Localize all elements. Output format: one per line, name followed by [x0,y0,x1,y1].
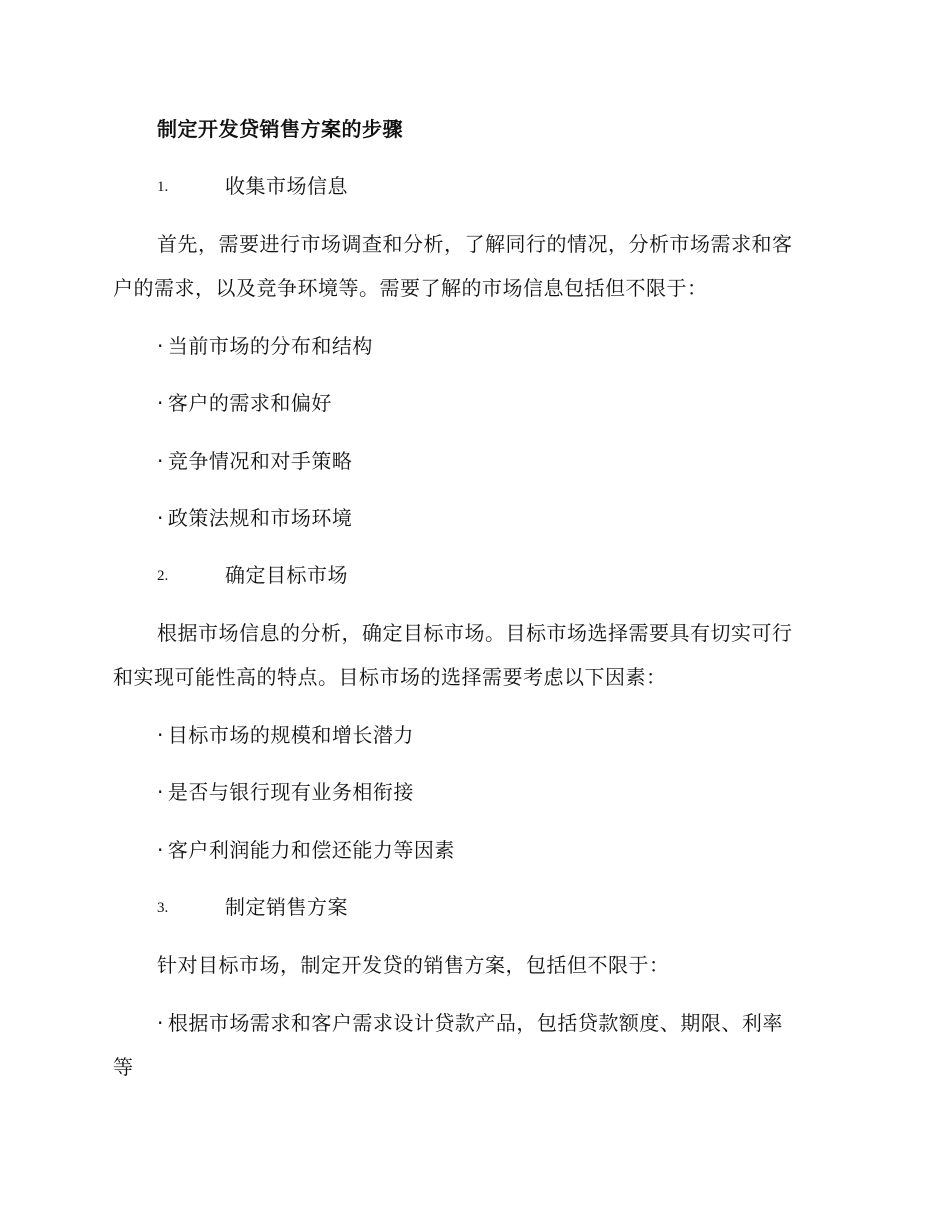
section-3-paragraph-line-1: 针对目标市场，制定开发贷的销售方案，包括但不限于： [157,953,670,977]
section-3-bullet-1-line-2: 等 [113,1055,134,1079]
bullet-dot-icon: · [157,1011,164,1035]
bullet-text: 客户的需求和偏好 [167,391,332,415]
bullet-dot-icon: · [157,449,164,473]
section-2-bullet-1 [157,723,414,747]
bullet-text: 客户利润能力和偿还能力等因素 [167,838,455,862]
section-3-bullet-1-line-1 [157,1011,783,1035]
bullet-dot-icon: · [157,838,164,862]
document-title: 制定开发贷销售方案的步骤 [157,117,403,141]
section-2-bullet-3 [157,838,455,862]
bullet-dot-icon: · [157,506,164,530]
section-1-bullet-3 [157,449,352,473]
bullet-text: 竞争情况和对手策略 [167,449,353,473]
section-1-paragraph-line-2: 户的需求，以及竞争环境等。需要了解的市场信息包括但不限于： [113,276,708,300]
section-3-heading: 制定销售方案 [225,895,348,919]
section-1-bullet-2 [157,391,332,415]
section-3-number: 3. [157,900,169,916]
bullet-text: 政策法规和市场环境 [167,506,353,530]
section-2-number: 2. [157,568,169,584]
section-1-heading: 收集市场信息 [225,174,348,198]
section-2-paragraph-line-2: 和实现可能性高的特点。目标市场的选择需要考虑以下因素： [113,665,667,689]
bullet-dot-icon: · [157,780,164,804]
section-1-bullet-4 [157,506,352,530]
bullet-dot-icon: · [157,391,164,415]
section-2-heading: 确定目标市场 [225,563,348,587]
bullet-text: 当前市场的分布和结构 [167,334,373,358]
bullet-text: 根据市场需求和客户需求设计贷款产品，包括贷款额度、期限、利率 [167,1011,783,1035]
section-1-number: 1. [157,179,169,195]
bullet-dot-icon: · [157,723,164,747]
bullet-dot-icon: · [157,334,164,358]
bullet-text: 是否与银行现有业务相衔接 [167,780,414,804]
section-1-bullet-1 [157,334,373,358]
section-2-bullet-2 [157,780,414,804]
bullet-text: 目标市场的规模和增长潜力 [167,723,414,747]
section-1-paragraph-line-1: 首先，需要进行市场调查和分析，了解同行的情况，分析市场需求和客 [157,232,793,256]
section-2-paragraph-line-1: 根据市场信息的分析，确定目标市场。目标市场选择需要具有切实可行 [157,621,793,645]
